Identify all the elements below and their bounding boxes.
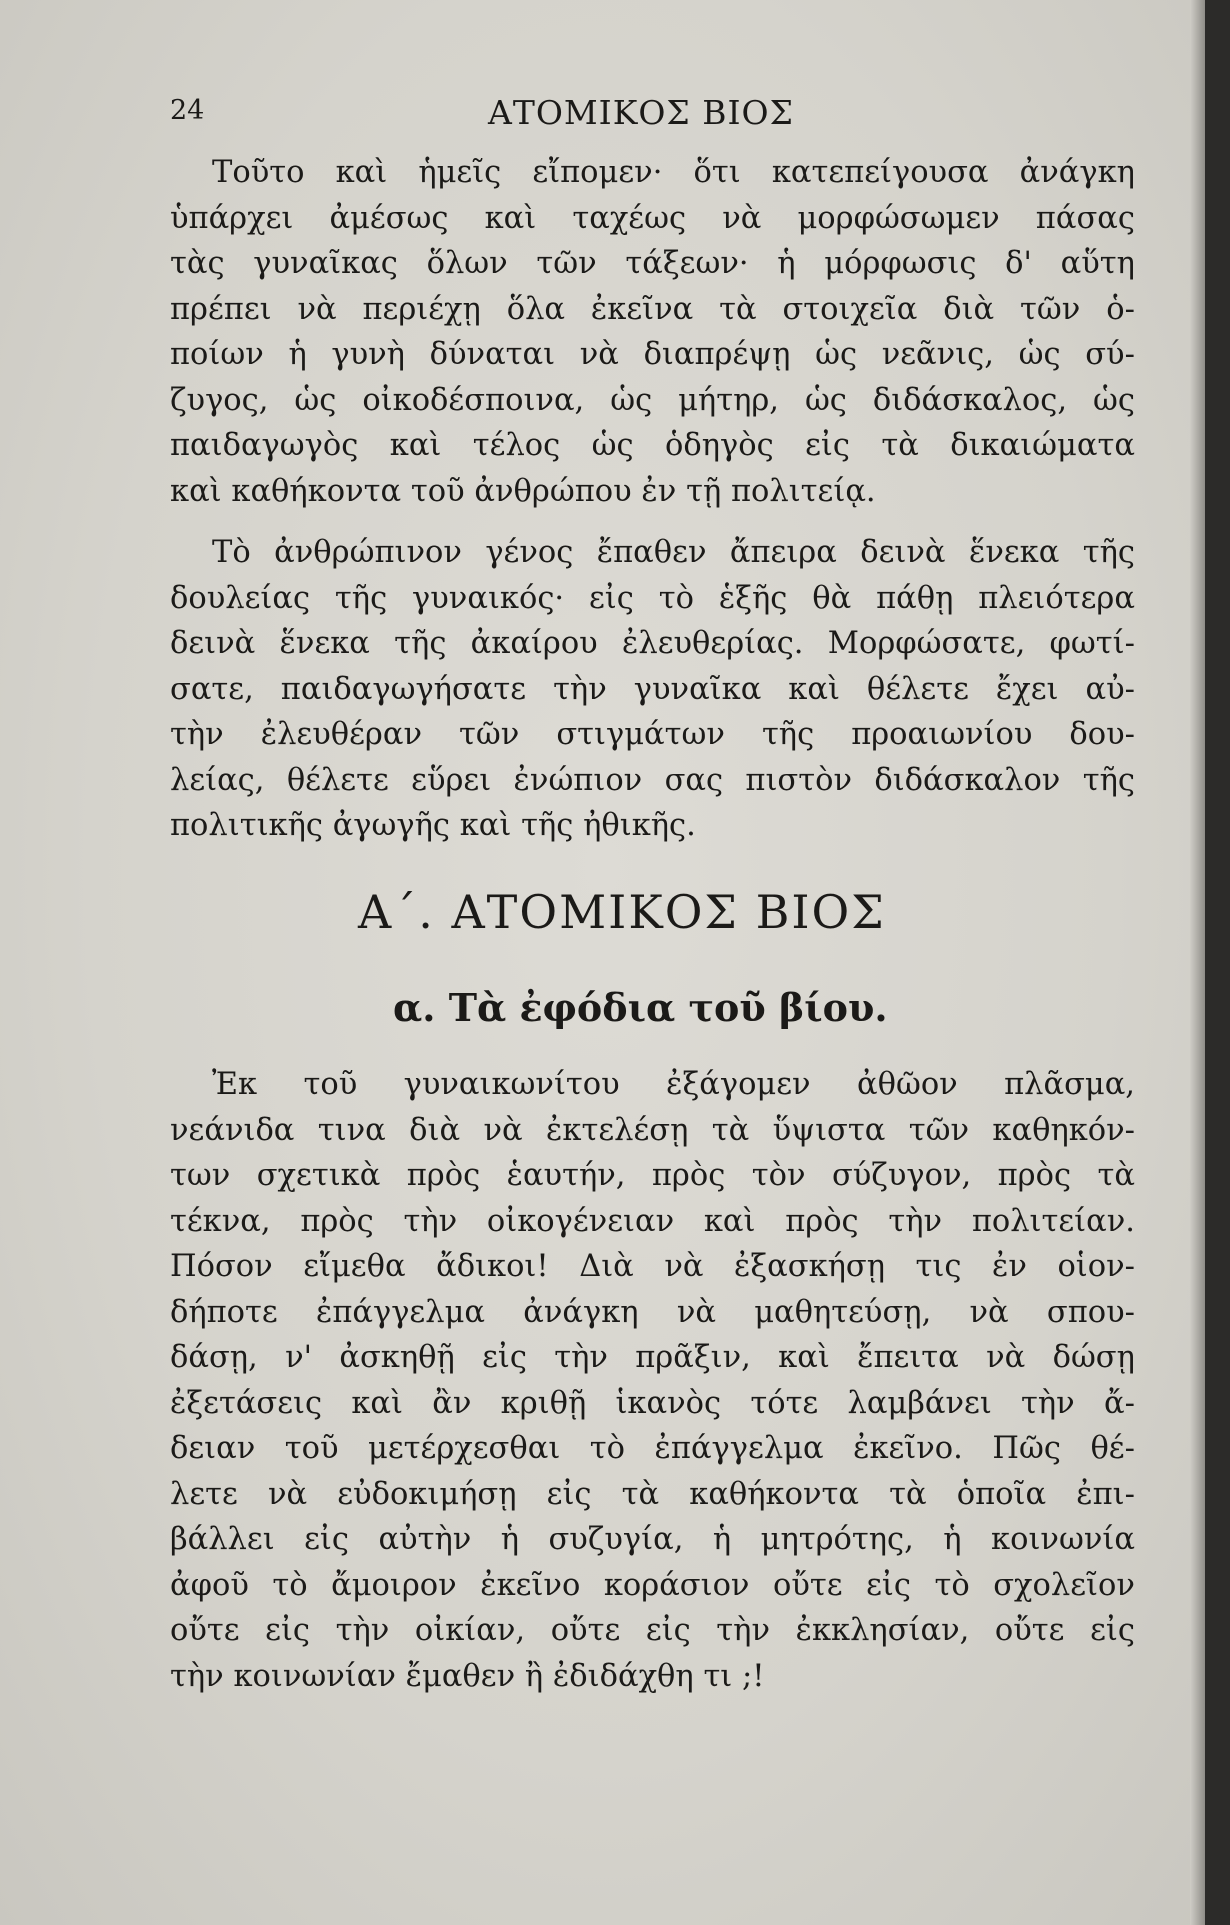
text-line: τὴν κοινωνίαν ἔμαθεν ἢ ἐδιδάχθη τι ;!: [170, 1658, 765, 1694]
text-line: Τὸ ἀνθρώπινον γένος ἔπαθεν ἄπειρα δεινὰ ἕνεκα τῆς: [212, 535, 1135, 570]
text-line: παιδαγωγὸς καὶ τέλος ὡς ὁδηγὸς εἰς τὰ δικαιώματα: [170, 428, 1135, 463]
sub-heading: α. Τὰ ἐφόδια τοῦ βίου.: [393, 985, 888, 1030]
page-edge-shadow: [1190, 0, 1205, 1925]
paragraph-3: [170, 1062, 1135, 1699]
text-line: καὶ καθήκοντα τοῦ ἀνθρώπου ἐν τῇ πολιτείᾳ.: [170, 473, 876, 509]
text-line: νεάνιδα τινα διὰ νὰ ἐκτελέσῃ τὰ ὕψιστα τῶν καθηκόν-: [170, 1112, 1135, 1148]
text-line: λείας, θέλετε εὕρει ἐνώπιον σας πιστὸν διδάσκαλον τῆς: [170, 762, 1135, 798]
text-line: Τοῦτο καὶ ἡμεῖς εἴπομεν· ὅτι κατεπείγουσα ἀνάγκη: [212, 155, 1135, 190]
text-line: δειαν τοῦ μετέρχεσθαι τὸ ἐπάγγελμα ἐκεῖνο. Πῶς θέ-: [170, 1431, 1135, 1466]
text-line: βάλλει εἰς αὐτὴν ἡ συζυγία, ἡ μητρότης, ἡ κοινωνία: [170, 1522, 1135, 1557]
running-head: ΑΤΟΜΙΚΟΣ ΒΙΟΣ: [488, 93, 794, 132]
text-line: Ἐκ τοῦ γυναικωνίτου ἐξάγομεν ἀθῶον πλᾶσμα,: [212, 1067, 1135, 1102]
text-line: ποίων ἡ γυνὴ δύναται νὰ διαπρέψῃ ὡς νεᾶνις, ὡς σύ-: [170, 337, 1135, 372]
text-line: σατε, παιδαγωγήσατε τὴν γυναῖκα καὶ θέλετε ἔχει αὐ-: [170, 671, 1135, 707]
text-line: δουλείας τῆς γυναικός· εἰς τὸ ἑξῆς θὰ πάθῃ πλειότερα: [170, 580, 1135, 616]
paragraph-2: [170, 530, 1135, 849]
text-line: δεινὰ ἕνεκα τῆς ἀκαίρου ἐλευθερίας. Μορφώσατε, φωτί-: [170, 626, 1135, 661]
text-line: των σχετικὰ πρὸς ἑαυτήν, πρὸς τὸν σύζυγον, πρὸς τὰ: [170, 1158, 1135, 1193]
text-line: λετε νὰ εὐδοκιμήσῃ εἰς τὰ καθήκοντα τὰ ὁποῖα ἐπι-: [170, 1476, 1135, 1512]
text-line: τέκνα, πρὸς τὴν οἰκογένειαν καὶ πρὸς τὴν πολιτείαν.: [170, 1203, 1135, 1239]
text-line: δάσῃ, ν' ἀσκηθῇ εἰς τὴν πρᾶξιν, καὶ ἔπειτα νὰ δώσῃ: [170, 1340, 1135, 1375]
paragraph-1: [170, 150, 1135, 514]
text-line: Πόσον εἴμεθα ἄδικοι! Διὰ νὰ ἐξασκήσῃ τις ἐν οἱον-: [170, 1249, 1135, 1284]
text-line: δήποτε ἐπάγγελμα ἀνάγκη νὰ μαθητεύσῃ, νὰ σπου-: [170, 1294, 1135, 1330]
text-line: ὑπάρχει ἀμέσως καὶ ταχέως νὰ μορφώσωμεν πάσας: [170, 200, 1135, 236]
text-line: ἀφοῦ τὸ ἄμοιρον ἐκεῖνο κοράσιον οὔτε εἰς τὸ σχολεῖον: [170, 1567, 1135, 1603]
text-line: τὴν ἐλευθέραν τῶν στιγμάτων τῆς προαιωνίου δου-: [170, 717, 1135, 752]
text-line: πρέπει νὰ περιέχῃ ὅλα ἐκεῖνα τὰ στοιχεῖα διὰ τῶν ὁ-: [170, 291, 1135, 327]
text-line: ἐξετάσεις καὶ ἂν κριθῇ ἱκανὸς τότε λαμβάνει τὴν ἄ-: [170, 1385, 1135, 1421]
text-line: οὔτε εἰς τὴν οἰκίαν, οὔτε εἰς τὴν ἐκκλησίαν, οὔτε εἰς: [170, 1613, 1135, 1648]
text-line: ζυγος, ὡς οἰκοδέσποινα, ὡς μήτηρ, ὡς διδάσκαλος, ὡς: [170, 382, 1135, 418]
page-number: 24: [170, 95, 205, 126]
text-line: πολιτικῆς ἀγωγῆς καὶ τῆς ἠθικῆς.: [170, 808, 696, 843]
text-line: τὰς γυναῖκας ὅλων τῶν τάξεων· ἡ μόρφωσις δ' αὕτη: [170, 246, 1135, 281]
section-heading: Α΄. ΑΤΟΜΙΚΟΣ ΒΙΟΣ: [358, 885, 886, 939]
